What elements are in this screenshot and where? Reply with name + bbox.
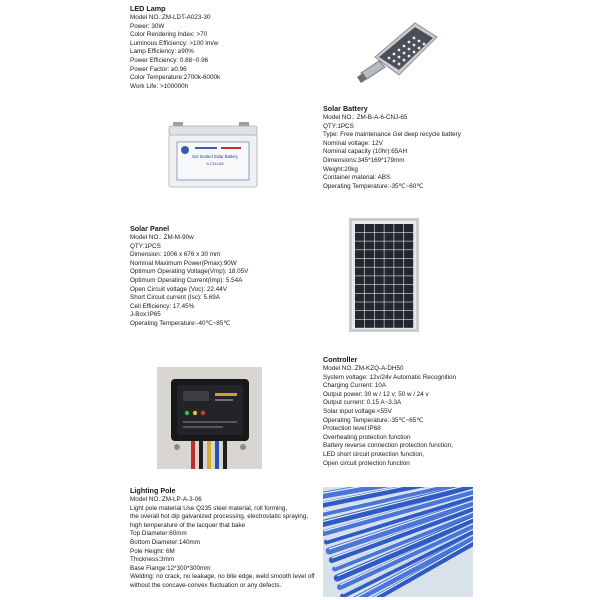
spec-line: Operating Temperature:-35℃~65℃ <box>323 416 424 424</box>
spec-line: Container material: ABS <box>323 174 391 182</box>
spec-line: Output current: 0.15 A~3.3A <box>323 399 402 407</box>
solar-cell <box>404 302 413 310</box>
spec-line: Cell Efficiency: 17.45% <box>130 302 195 310</box>
led-lamp-lines <box>130 14 220 91</box>
spec-line: QTY:1PCS <box>130 242 161 250</box>
battery-label-model: 6-CNJ-65 <box>206 161 224 166</box>
solar-cell <box>355 224 364 232</box>
controller-image <box>157 367 262 469</box>
led-lamp-title: LED Lamp <box>130 4 166 13</box>
solar-cell <box>355 276 364 284</box>
spec-line: Top Diameter:60mm <box>130 530 187 538</box>
spec-line: System voltage: 12v/24v Automatic Recognition <box>323 373 457 381</box>
spec-line: QTY:1PCS <box>323 122 354 130</box>
spec-line: Power: 30W <box>130 22 165 30</box>
spec-line: Color Rendering Index: >70 <box>130 31 208 39</box>
spec-line: J-Box:IP65 <box>130 311 161 319</box>
solar-cell <box>375 276 384 284</box>
solar-cell <box>365 311 374 319</box>
spec-line: Model NO.:ZM-KZQ-A-DH50 <box>323 365 404 372</box>
spec-line: without the concave-convex fluctuation or any defects. <box>130 581 282 589</box>
solar-panel-lines <box>130 234 248 329</box>
spec-line: the overall hot dip galvanized processing, electrostatic spraying, <box>130 513 309 521</box>
solar-cell <box>375 311 384 319</box>
solar-cell <box>365 285 374 293</box>
spec-line: Color Temperature:2700k-6000k <box>130 74 221 82</box>
solar-cell <box>375 294 384 302</box>
solar-cell <box>355 311 364 319</box>
solar-cell <box>404 320 413 328</box>
spec-line: Pole Height: 6M <box>130 547 175 555</box>
solar-cell <box>394 302 403 310</box>
solar-cell <box>404 276 413 284</box>
led-lamp-spec <box>130 4 220 91</box>
spec-line: Type: Free maintenance Gel deep recycle battery <box>323 131 461 139</box>
spec-line: Light pole material:Use Q235 steel material, roll forming, <box>130 504 288 512</box>
spec-line: Work Life: >100000h <box>130 82 189 90</box>
solar-cell <box>375 250 384 258</box>
solar-panel-title: Solar Panel <box>130 224 170 233</box>
spec-line: Charging Current: 10A <box>323 382 387 390</box>
solar-cell <box>355 259 364 267</box>
solar-cell <box>375 302 384 310</box>
solar-cell <box>384 285 393 293</box>
solar-cell <box>394 276 403 284</box>
solar-battery-title: Solar Battery <box>323 104 368 113</box>
solar-cell <box>384 241 393 249</box>
solar-cell <box>365 276 374 284</box>
solar-cell <box>355 320 364 328</box>
spec-line: Solar input voltage:<55V <box>323 407 392 415</box>
solar-cell <box>384 250 393 258</box>
solar-cell <box>365 294 374 302</box>
solar-battery-lines <box>323 114 461 191</box>
spec-line: Model NO.: ZM-M-90w <box>130 234 194 241</box>
solar-cell <box>384 320 393 328</box>
solar-cell <box>355 268 364 276</box>
spec-line: Model NO.:ZM-LDT-A023-30 <box>130 14 211 21</box>
solar-cell <box>404 233 413 241</box>
solar-cell <box>365 250 374 258</box>
spec-line: Nominal voltage: 12V <box>323 139 383 147</box>
solar-cell <box>355 302 364 310</box>
solar-panel-spec <box>130 224 248 329</box>
solar-cell <box>394 241 403 249</box>
solar-cell <box>365 224 374 232</box>
solar-battery-spec <box>323 104 461 191</box>
solar-cell <box>394 285 403 293</box>
solar-cell <box>355 294 364 302</box>
spec-line: Luminous Efficiency: >100 lm/w <box>130 39 219 47</box>
solar-cell <box>404 268 413 276</box>
solar-cell <box>384 224 393 232</box>
solar-cell <box>365 302 374 310</box>
solar-cell <box>355 250 364 258</box>
solar-cell <box>394 268 403 276</box>
spec-line: Power Factor: ≥0.96 <box>130 65 187 73</box>
solar-cell <box>375 241 384 249</box>
solar-cell <box>375 233 384 241</box>
spec-line: Dimensions:345*169*179mm <box>323 156 405 164</box>
spec-line: Lamp Efficiency: ≥90% <box>130 48 194 56</box>
spec-line: Base Flange:12*300*300mm <box>130 564 211 572</box>
solar-cell <box>384 268 393 276</box>
solar-cell <box>375 268 384 276</box>
spec-line: Output power: 30 w / 12 v; 50 w / 24 v <box>323 390 429 398</box>
solar-cell <box>394 250 403 258</box>
spec-line: Nominal Maximum Power(Pmax):90W <box>130 259 237 267</box>
spec-line: Nominal capacity (10hr):65AH <box>323 148 407 156</box>
solar-cell <box>384 302 393 310</box>
solar-panel-image <box>349 218 419 332</box>
solar-cell <box>394 311 403 319</box>
spec-line: Model NO.:ZM-LP-A-3-06 <box>130 496 202 503</box>
spec-line: Model NO.: ZM-B-A-6-CNJ-65 <box>323 114 408 121</box>
lighting-pole-lines <box>130 496 315 591</box>
spec-line: Open Circuit voltage (Voc): 22.44V <box>130 285 227 293</box>
led-lamp-image <box>355 15 445 90</box>
solar-cell <box>375 320 384 328</box>
spec-line: high temperature of the lacquer that bake <box>130 521 246 529</box>
solar-cell <box>355 233 364 241</box>
spec-line: Weight:20kg <box>323 165 358 173</box>
solar-cell <box>365 320 374 328</box>
solar-cell <box>365 233 374 241</box>
spec-line: Operating Temperature:-40℃~85℃ <box>130 319 231 327</box>
solar-cell <box>404 285 413 293</box>
solar-cell <box>375 259 384 267</box>
solar-cell <box>375 285 384 293</box>
controller-spec <box>323 355 456 468</box>
solar-cell <box>394 224 403 232</box>
controller-title: Controller <box>323 355 358 364</box>
solar-cell <box>404 241 413 249</box>
spec-line: Power Efficiency: 0.88~0.96 <box>130 56 209 64</box>
spec-line: Bottom Diameter:140mm <box>130 538 200 546</box>
solar-cell <box>404 311 413 319</box>
spec-line: Welding: no crack, no leakage, no bite edge, weld smooth level off <box>130 573 315 581</box>
solar-cell <box>384 311 393 319</box>
spec-line: Optimum Operating Current(Imp): 5.54A <box>130 276 243 284</box>
solar-cell <box>365 259 374 267</box>
spec-line: Thickness:3mm <box>130 556 175 564</box>
spec-line: Overheating protection function <box>323 433 411 441</box>
spec-line: LED short circuit protection function, <box>323 450 425 458</box>
solar-cell <box>394 233 403 241</box>
solar-cell <box>394 294 403 302</box>
spec-line: Dimension: 1006 x 676 x 30 mm <box>130 251 221 259</box>
solar-cell <box>394 320 403 328</box>
spec-line: Battery reverse connection protection function, <box>323 442 453 450</box>
spec-line: Operating Temperature:-35℃~60℃ <box>323 182 424 190</box>
spec-line: Protection level:IP68 <box>323 425 381 433</box>
solar-cell <box>365 241 374 249</box>
solar-battery-image <box>165 118 261 190</box>
spec-line: Optimum Operating Voltage(Vmp): 18.05V <box>130 268 249 276</box>
spec-line: Open circuit protection function <box>323 459 410 467</box>
solar-cell <box>404 250 413 258</box>
lighting-pole-image <box>323 487 473 597</box>
solar-cell <box>404 224 413 232</box>
battery-label-text: Gel Sealed Solar Battery <box>191 154 239 159</box>
solar-cell <box>355 285 364 293</box>
lighting-pole-title: Lighting Pole <box>130 486 176 495</box>
solar-cell <box>365 268 374 276</box>
solar-cell <box>384 294 393 302</box>
lighting-pole-spec <box>130 486 315 591</box>
solar-cell <box>384 259 393 267</box>
solar-cell <box>404 259 413 267</box>
solar-cell <box>404 294 413 302</box>
solar-cell <box>384 276 393 284</box>
solar-cell <box>355 241 364 249</box>
solar-cell <box>375 224 384 232</box>
spec-line: Short Circuit current (Isc): 5.69A <box>130 294 220 302</box>
solar-cell <box>394 259 403 267</box>
solar-cell <box>384 233 393 241</box>
controller-lines <box>323 365 456 468</box>
